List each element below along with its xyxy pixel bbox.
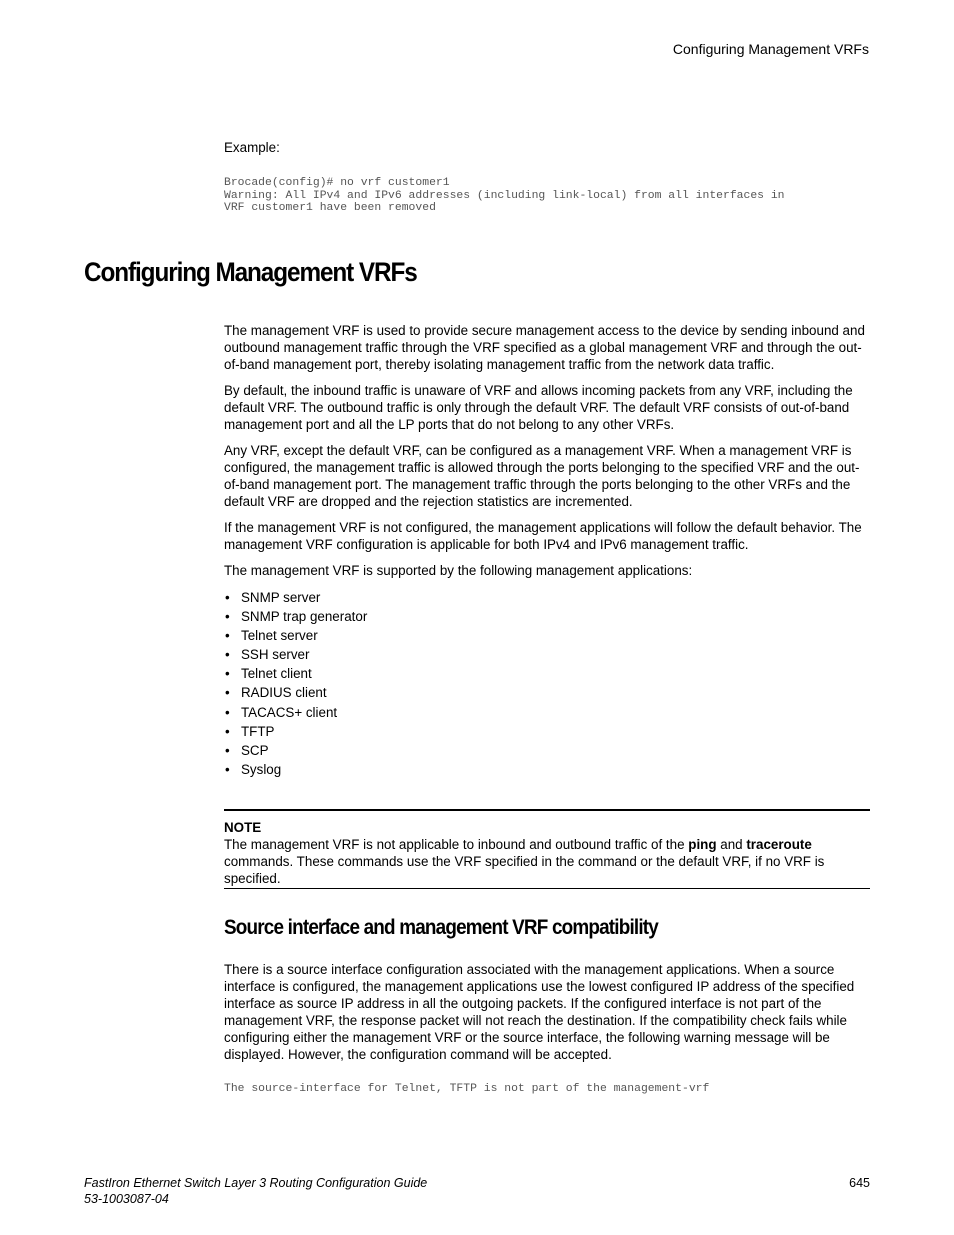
section-body bbox=[224, 322, 870, 779]
subsection-title: Source interface and management VRF compatibility bbox=[224, 916, 658, 939]
paragraph: The management VRF is used to provide secure management access to the device by sending inbound and outbound management traffic through the VRF specified as a global management VRF and through the out-of-band management port, thereby isolating management traffic from the network data traffic. bbox=[224, 323, 865, 372]
list-item: • TACACS+ client bbox=[224, 703, 870, 722]
section-title: Configuring Management VRFs bbox=[84, 257, 417, 287]
subsection-body bbox=[224, 961, 870, 1096]
running-header: Configuring Management VRFs bbox=[672, 41, 869, 57]
footer bbox=[84, 1175, 427, 1207]
paragraph: By default, the inbound traffic is unaware of VRF and allows incoming packets from any VRF, including the default VRF. The outbound traffic is only through the default VRF. The default VRF consists of out-of-band management port and all the LP ports that do not belong to any other VRFs. bbox=[224, 383, 853, 432]
list-item: • SNMP trap generator bbox=[224, 607, 870, 626]
warning-code: The source-interface for Telnet, TFTP is not part of the management-vrf bbox=[224, 1083, 710, 1095]
example-block bbox=[224, 139, 870, 215]
paragraph: There is a source interface configuration associated with the management applications. When a source interface is configured, the management applications use the lowest configured IP address of the specified interface as source IP address in all the outgoing packets. If the configured interface is not part of the management VRF, the response packet will not reach the destination. If the compatibility check fails while configuring either the management VRF or the source interface, the following warning message will be displayed. However, the configuration command will be accepted. bbox=[224, 962, 855, 1062]
list-item: • Syslog bbox=[224, 760, 870, 779]
list-item: • Telnet client bbox=[224, 664, 870, 683]
example-label: Example: bbox=[224, 140, 280, 155]
ping-command: ping bbox=[688, 837, 717, 852]
guide-title: FastIron Ethernet Switch Layer 3 Routing Configuration Guide bbox=[84, 1176, 428, 1190]
list-item: • SSH server bbox=[224, 645, 870, 664]
applications-list bbox=[224, 588, 870, 779]
doc-number: 53-1003087-04 bbox=[84, 1192, 169, 1206]
code-line: Warning: All IPv4 and IPv6 addresses (including link-local) from all interfaces in bbox=[224, 189, 785, 202]
note-box bbox=[224, 809, 870, 889]
paragraph: The management VRF is supported by the following management applications: bbox=[224, 563, 693, 578]
paragraph: Any VRF, except the default VRF, can be configured as a management VRF. When a management VRF is configured, the management traffic is allowed through the ports belonging to the specified VRF and the out-of-band management port. The management traffic through the ports belonging to the other VRFs and the default VRF are dropped and the rejection statistics are incremented. bbox=[224, 443, 860, 509]
code-line: VRF customer1 have been removed bbox=[224, 202, 436, 214]
page-number: 645 bbox=[849, 1176, 870, 1190]
note-text: The management VRF is not applicable to inbound and outbound traffic of the ping and traceroute commands. These commands use the VRF specified in the command or the default VRF, if no VRF is specified. bbox=[224, 837, 825, 886]
list-item: • SCP bbox=[224, 741, 870, 760]
traceroute-command: traceroute bbox=[746, 837, 812, 852]
list-item: • SNMP server bbox=[224, 588, 870, 607]
list-item: • TFTP bbox=[224, 722, 870, 741]
example-code bbox=[224, 177, 870, 215]
list-item: • RADIUS client bbox=[224, 683, 870, 702]
paragraph: If the management VRF is not configured, the management applications will follow the default behavior. The management VRF configuration is applicable for both IPv4 and IPv6 management traffic. bbox=[224, 520, 862, 552]
code-line: Brocade(config)# no vrf customer1 bbox=[224, 177, 450, 189]
list-item: • Telnet server bbox=[224, 626, 870, 645]
note-label: NOTE bbox=[224, 820, 262, 835]
